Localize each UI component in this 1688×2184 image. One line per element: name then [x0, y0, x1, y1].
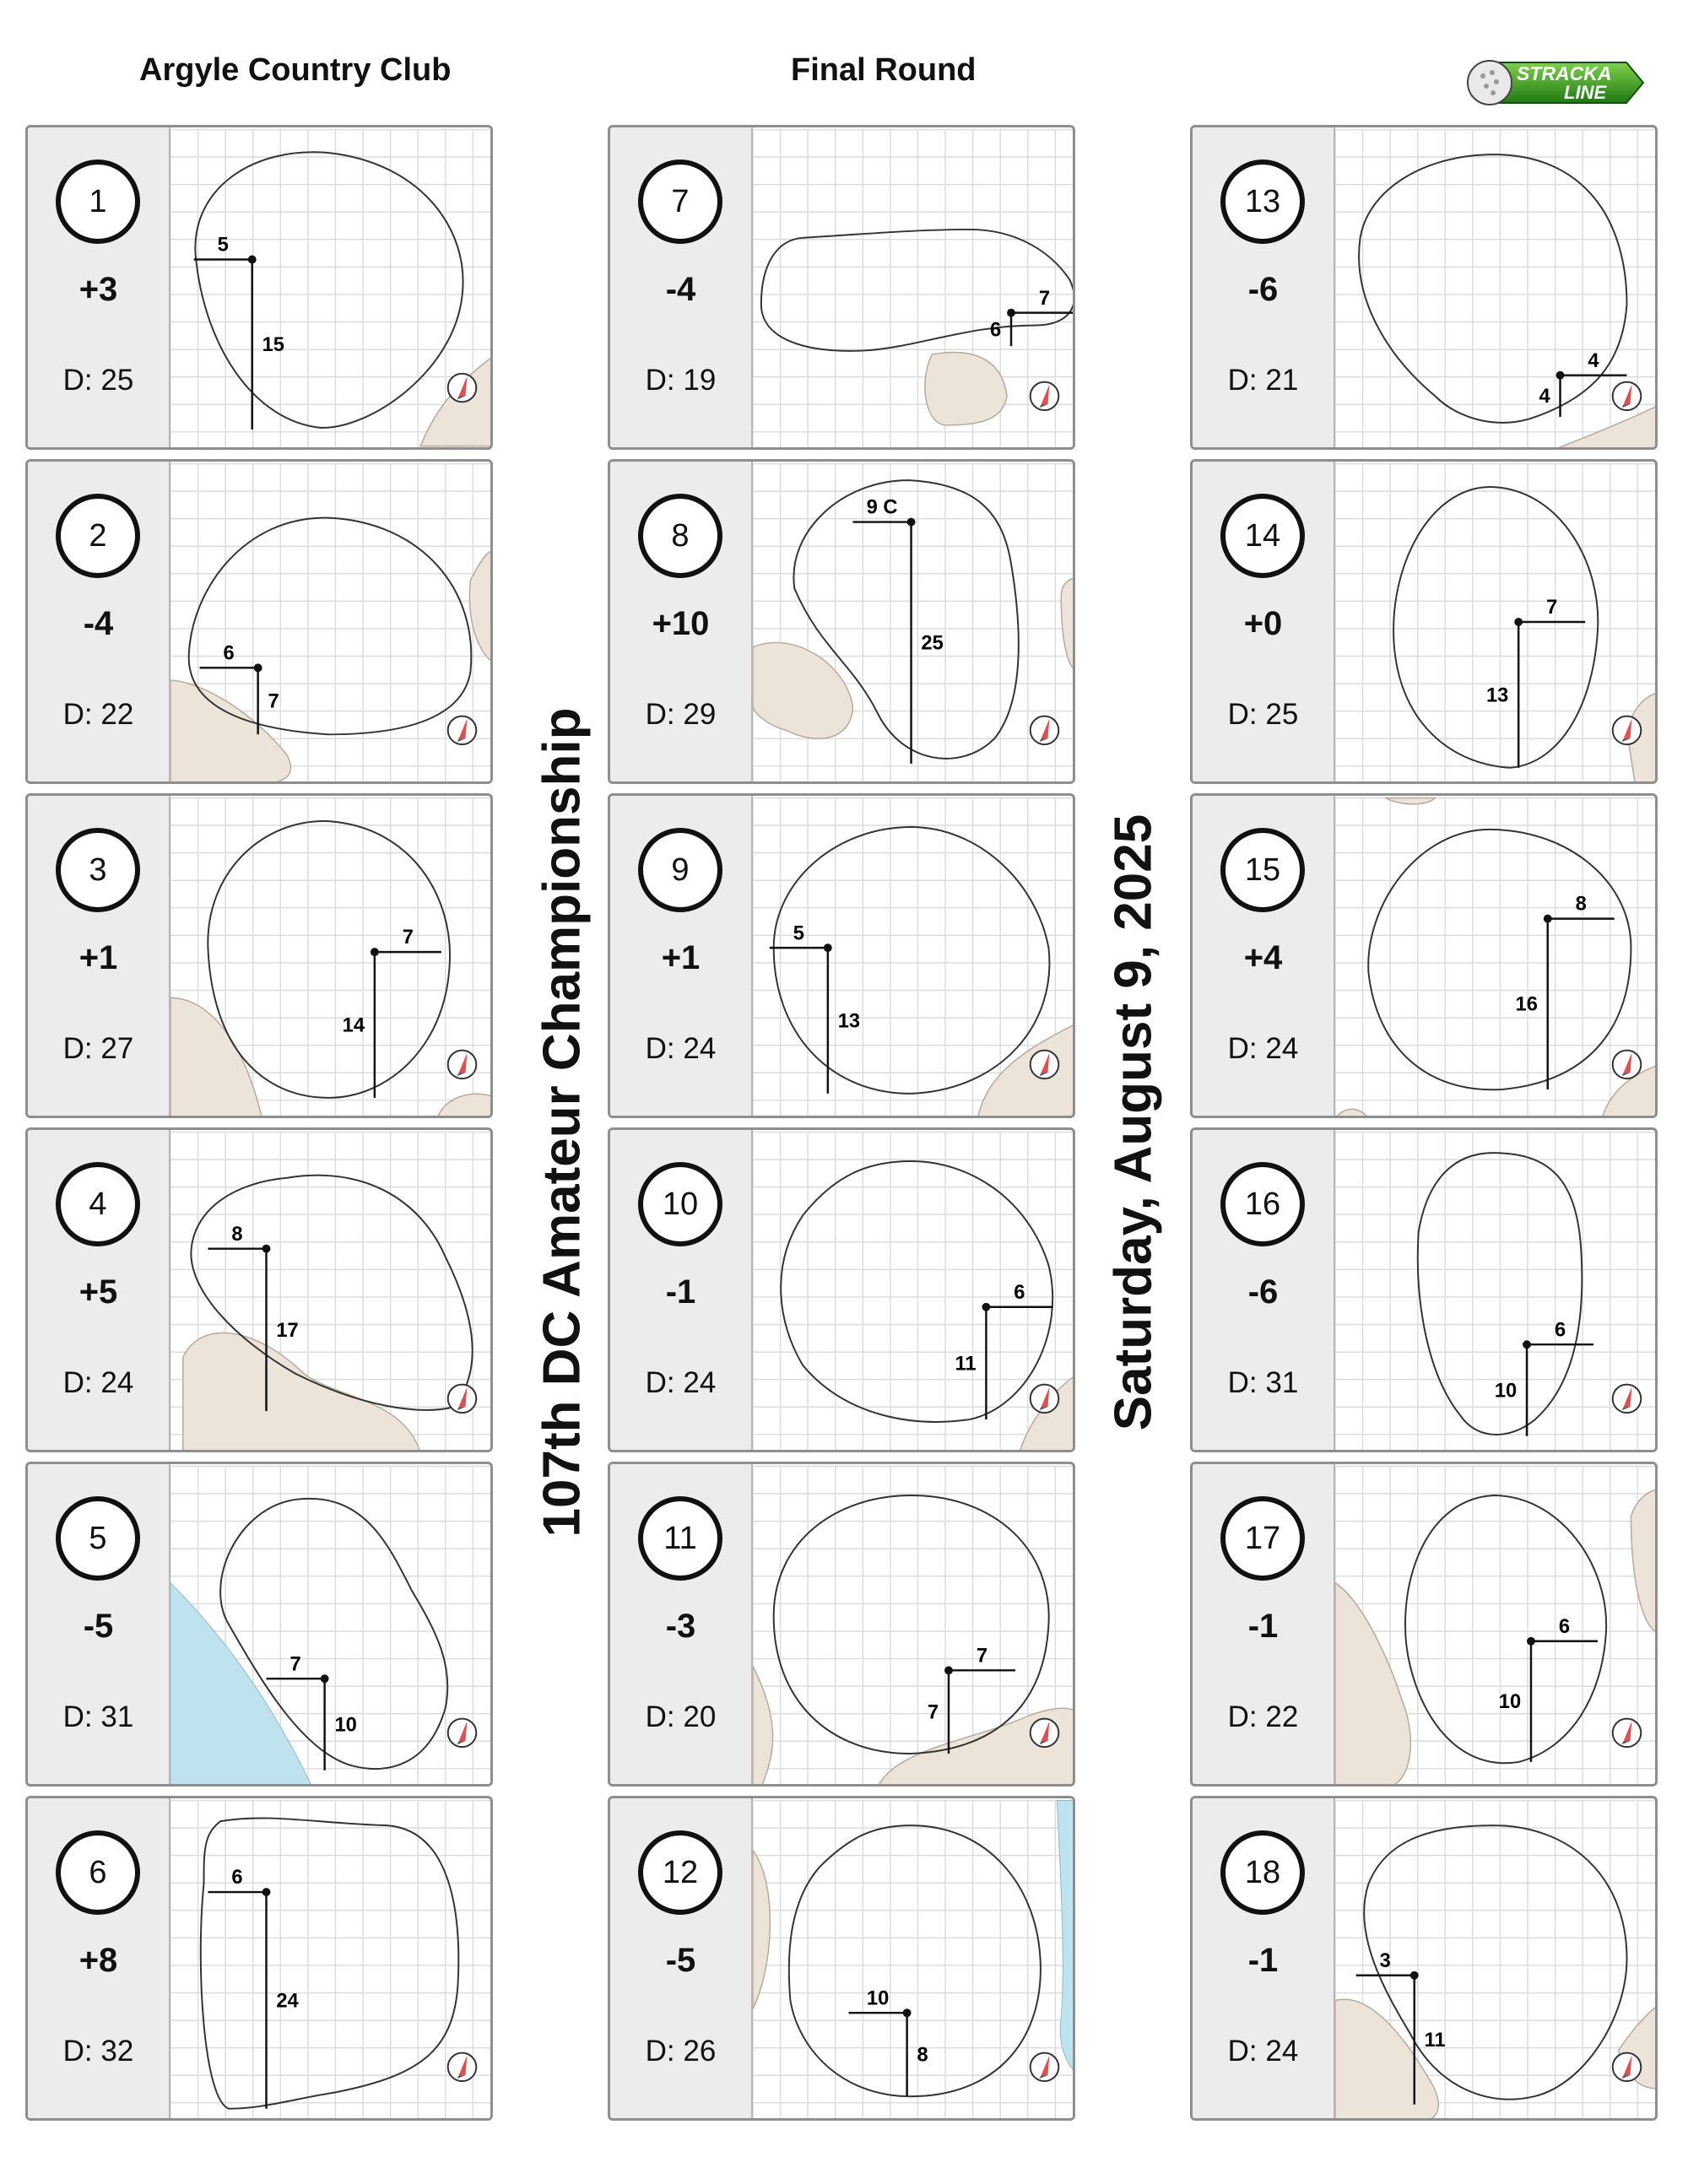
hole-number: 17 [1220, 1496, 1305, 1581]
green-depth [1193, 698, 1334, 732]
depth-prefix: D: [645, 1700, 684, 1733]
pin-depth-distance: 11 [955, 1353, 977, 1376]
pin-dot [824, 943, 832, 952]
event-date: Saturday, August 9, 2025 [1104, 814, 1163, 1431]
compass-icon [448, 1385, 477, 1414]
holes-column-2 [608, 125, 1079, 2130]
green-diagram [1335, 796, 1658, 1118]
compass-icon [448, 1051, 477, 1079]
hole-card [608, 1127, 1075, 1452]
green-diagram [753, 1798, 1075, 2121]
compass-icon [1031, 2053, 1059, 2082]
pin-depth-distance: 17 [276, 1319, 299, 1342]
depth-prefix: D: [62, 1366, 101, 1399]
svg-text:LINE: LINE [1564, 82, 1607, 103]
hole-card [1190, 793, 1658, 1118]
green-depth [28, 1700, 169, 1734]
hole-info-panel [28, 1130, 170, 1450]
hole-slope-score: +1 [78, 939, 118, 976]
pin-across-distance: 8 [1575, 893, 1587, 916]
hole-card [25, 1127, 493, 1452]
depth-value: 22 [100, 698, 134, 731]
hole-slope-score: -5 [83, 1608, 114, 1645]
compass-icon [1613, 1719, 1642, 1748]
green-depth [1193, 1700, 1334, 1734]
pin-dot [248, 256, 257, 264]
hole-slope-score: -4 [83, 605, 114, 642]
depth-prefix: D: [62, 698, 101, 731]
hole-number: 11 [638, 1496, 722, 1581]
depth-value: 31 [100, 1700, 134, 1733]
depth-prefix: D: [645, 2035, 684, 2068]
pin-dot [982, 1303, 990, 1311]
pin-depth-distance: 24 [276, 1990, 299, 2013]
depth-prefix: D: [1227, 1032, 1266, 1065]
hole-info-panel [1193, 1798, 1335, 2118]
hole-number: 14 [1220, 494, 1305, 578]
pin-across-distance: 8 [231, 1223, 243, 1246]
pin-depth-distance: 6 [989, 319, 1002, 342]
hole-slope-score: +5 [78, 1273, 118, 1311]
hole-slope-score: -6 [1247, 271, 1279, 308]
hole-info-panel [610, 1130, 753, 1450]
depth-prefix: D: [645, 364, 684, 397]
hole-card [25, 1796, 493, 2121]
depth-value: 24 [1265, 1032, 1299, 1065]
green-depth [610, 1032, 751, 1066]
depth-value: 24 [683, 1366, 717, 1399]
pin-depth-distance: 14 [342, 1014, 365, 1037]
pin-across-distance: 6 [223, 642, 235, 665]
hole-info-panel [1193, 796, 1335, 1116]
green-depth [610, 698, 751, 732]
pin-across-distance: 3 [1379, 1949, 1391, 1972]
hole-slope-score: -1 [665, 1273, 696, 1311]
hole-slope-score: -1 [1247, 1608, 1279, 1645]
hole-number: 7 [638, 159, 722, 244]
hole-card [608, 1462, 1075, 1787]
holes-column-3 [1190, 125, 1661, 2130]
pin-depth-distance: 10 [334, 1714, 357, 1737]
hole-slope-score: -1 [1247, 1942, 1279, 1979]
depth-prefix: D: [62, 2035, 101, 2068]
depth-prefix: D: [1227, 1700, 1266, 1733]
pin-dot [903, 2008, 912, 2017]
hole-slope-score: +8 [78, 1942, 118, 1979]
pin-dot [1523, 1340, 1531, 1349]
depth-value: 19 [683, 364, 717, 397]
pin-dot [1556, 371, 1565, 380]
green-diagram [1335, 1464, 1658, 1787]
pin-across-distance: 7 [402, 927, 414, 949]
hole-card [1190, 1796, 1658, 2121]
pin-across-distance: 4 [1588, 349, 1599, 372]
compass-icon [448, 716, 477, 745]
green-depth [610, 2035, 751, 2068]
hole-card [1190, 1127, 1658, 1452]
green-depth [28, 364, 169, 397]
hole-card [1190, 125, 1658, 450]
green-depth [28, 1032, 169, 1066]
pin-dot [1410, 1971, 1419, 1980]
pin-dot [1514, 618, 1523, 626]
green-diagram [170, 462, 493, 784]
hole-info-panel [28, 1798, 170, 2118]
green-diagram [1335, 1130, 1658, 1452]
pin-dot [371, 948, 379, 956]
pin-across-distance: 6 [231, 1867, 243, 1889]
compass-icon [1613, 716, 1642, 745]
green-depth [28, 1366, 169, 1400]
pin-depth-distance: 4 [1539, 386, 1550, 408]
pin-dot [254, 663, 262, 672]
pin-dot [1544, 915, 1552, 923]
depth-value: 26 [683, 2035, 717, 2068]
green-depth [610, 1366, 751, 1400]
hole-slope-score: +0 [1243, 605, 1283, 642]
depth-prefix: D: [1227, 698, 1266, 731]
hole-info-panel [1193, 462, 1335, 781]
pin-across-distance: 7 [289, 1653, 301, 1676]
depth-value: 25 [100, 364, 134, 397]
hole-slope-score: +10 [652, 605, 710, 642]
depth-value: 27 [100, 1032, 134, 1065]
pin-across-distance: 6 [1554, 1319, 1566, 1342]
compass-icon [1031, 1051, 1059, 1079]
depth-value: 21 [1265, 364, 1299, 397]
compass-icon [448, 374, 477, 403]
hole-card [1190, 1462, 1658, 1787]
depth-prefix: D: [62, 364, 101, 397]
hole-slope-score: +1 [661, 939, 701, 976]
depth-value: 22 [1265, 1700, 1299, 1733]
hole-number: 4 [56, 1162, 140, 1246]
compass-icon [1031, 382, 1059, 411]
hole-number: 5 [56, 1496, 140, 1581]
green-diagram [753, 796, 1075, 1118]
pin-dot [944, 1666, 953, 1674]
green-diagram [753, 1130, 1075, 1452]
pin-depth-distance: 16 [1515, 993, 1538, 1016]
pin-dot [907, 518, 916, 527]
hole-card [25, 459, 493, 784]
depth-prefix: D: [645, 1032, 684, 1065]
pin-across-distance: 9 C [866, 496, 898, 519]
pin-depth-distance: 13 [1485, 684, 1509, 707]
compass-icon [1613, 1051, 1642, 1079]
green-diagram [170, 1798, 493, 2121]
pin-across-distance: 5 [793, 922, 804, 945]
event-title: 107th DC Amateur Championship [533, 707, 592, 1538]
hole-info-panel [610, 127, 753, 447]
pin-across-distance: 10 [866, 1987, 890, 2010]
hole-number: 18 [1220, 1830, 1305, 1915]
pin-across-distance: 7 [1038, 287, 1051, 310]
depth-value: 20 [683, 1700, 717, 1733]
hole-slope-score: -5 [665, 1942, 696, 1979]
hole-card [1190, 459, 1658, 784]
pin-depth-distance: 10 [1494, 1380, 1518, 1403]
hole-number: 9 [638, 828, 722, 912]
hole-card [608, 125, 1075, 450]
hole-info-panel [28, 462, 170, 781]
green-depth [610, 1700, 751, 1734]
depth-prefix: D: [1227, 2035, 1266, 2068]
green-depth [1193, 1366, 1334, 1400]
club-name: Argyle Country Club [139, 52, 452, 88]
hole-card [25, 793, 493, 1118]
hole-card [25, 125, 493, 450]
hole-card [25, 1462, 493, 1787]
green-diagram [753, 127, 1075, 450]
hole-number: 3 [56, 828, 140, 912]
pin-across-distance: 6 [1014, 1281, 1025, 1304]
hole-info-panel [28, 796, 170, 1116]
hole-number: 8 [638, 494, 722, 578]
depth-prefix: D: [62, 1032, 101, 1065]
pin-depth-distance: 10 [1498, 1691, 1522, 1714]
hole-info-panel [1193, 1464, 1335, 1784]
depth-prefix: D: [645, 698, 684, 731]
depth-prefix: D: [1227, 364, 1266, 397]
depth-value: 31 [1265, 1366, 1299, 1399]
pin-depth-distance: 15 [262, 334, 284, 357]
depth-value: 25 [1265, 698, 1299, 731]
green-depth [610, 364, 751, 397]
pin-dot [321, 1674, 329, 1683]
green-depth [1193, 364, 1334, 397]
pin-dot [1007, 309, 1015, 317]
pin-depth-distance: 7 [268, 690, 279, 713]
hole-number: 15 [1220, 828, 1305, 912]
compass-icon [1613, 1385, 1642, 1414]
round-label: Final Round [791, 52, 977, 88]
green-diagram [753, 462, 1075, 784]
pin-dot [262, 1888, 271, 1896]
hole-number: 1 [56, 159, 140, 244]
hole-info-panel [28, 127, 170, 447]
green-depth [1193, 1032, 1334, 1066]
hole-card [608, 1796, 1075, 2121]
pin-across-distance: 6 [1558, 1615, 1571, 1638]
hole-number: 13 [1220, 159, 1305, 244]
hole-number: 12 [638, 1830, 722, 1915]
holes-column-1 [25, 125, 496, 2130]
hole-info-panel [610, 1464, 753, 1784]
pin-depth-distance: 13 [837, 1010, 861, 1033]
compass-icon [448, 1719, 477, 1748]
hole-card [608, 459, 1075, 784]
depth-value: 24 [100, 1366, 134, 1399]
green-diagram [1335, 462, 1658, 784]
hole-info-panel [610, 796, 753, 1116]
green-diagram [170, 1130, 493, 1452]
hole-slope-score: +4 [1243, 939, 1283, 976]
svg-text:STRACKA: STRACKA [1517, 62, 1612, 84]
hole-slope-score: -4 [665, 271, 696, 308]
compass-icon [1031, 716, 1059, 745]
green-depth [1193, 2035, 1334, 2068]
depth-prefix: D: [645, 1366, 684, 1399]
hole-number: 16 [1220, 1162, 1305, 1246]
compass-icon [1613, 2053, 1642, 2082]
compass-icon [1613, 382, 1642, 411]
pin-across-distance: 7 [1546, 597, 1558, 619]
pin-depth-distance: 11 [1424, 2030, 1446, 2052]
hole-info-panel [1193, 1130, 1335, 1450]
hole-info-panel [28, 1464, 170, 1784]
green-diagram [170, 1464, 493, 1787]
pin-depth-distance: 7 [927, 1701, 939, 1724]
pin-across-distance: 7 [976, 1645, 988, 1668]
green-depth [28, 698, 169, 732]
pin-dot [262, 1245, 271, 1253]
strackaline-logo [1464, 54, 1645, 110]
pin-across-distance: 5 [217, 234, 229, 257]
green-diagram [1335, 1798, 1658, 2121]
green-diagram [753, 1464, 1075, 1787]
hole-slope-score: +3 [78, 271, 118, 308]
hole-number: 2 [56, 494, 140, 578]
compass-icon [1031, 1719, 1059, 1748]
hole-slope-score: -6 [1247, 1273, 1279, 1311]
hole-card [608, 793, 1075, 1118]
pin-dot [1527, 1637, 1535, 1646]
compass-icon [448, 2053, 477, 2082]
hole-info-panel [610, 1798, 753, 2118]
compass-icon [1031, 1385, 1059, 1414]
depth-prefix: D: [1227, 1366, 1266, 1399]
hole-info-panel [610, 462, 753, 781]
hole-slope-score: -3 [665, 1608, 696, 1645]
green-diagram [170, 796, 493, 1118]
hole-number: 10 [638, 1162, 722, 1246]
depth-prefix: D: [62, 1700, 101, 1733]
green-diagram [170, 127, 493, 450]
depth-value: 24 [683, 1032, 717, 1065]
hole-info-panel [1193, 127, 1335, 447]
green-diagram [1335, 127, 1658, 450]
depth-value: 24 [1265, 2035, 1299, 2068]
pin-depth-distance: 25 [921, 632, 944, 655]
green-depth [28, 2035, 169, 2068]
pin-depth-distance: 8 [917, 2044, 928, 2067]
hole-number: 6 [56, 1830, 140, 1915]
depth-value: 32 [100, 2035, 134, 2068]
depth-value: 29 [683, 698, 717, 731]
